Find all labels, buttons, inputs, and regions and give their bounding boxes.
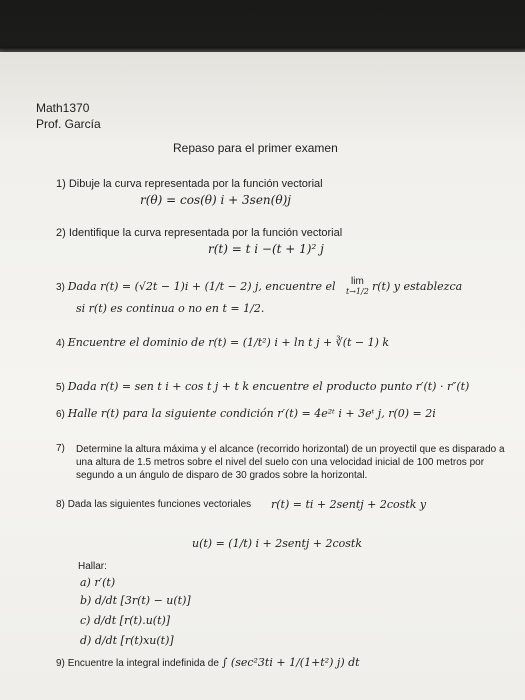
course-code: Math1370 (36, 101, 90, 115)
problem-text: Dibuje la curva representada por la función vectorial (68, 178, 323, 190)
problem-text: Halle r(t) para la siguiente condición r′(t) = 4e²ᵗ i + 3eᵗ j, r(0) = 2i (67, 407, 436, 420)
problem-1-formula: r(θ) = cos(θ) i + 3sen(θ)j (140, 193, 291, 207)
professor-name: Prof. García (36, 117, 101, 131)
problem-8 (56, 499, 251, 510)
problem-text: Dada r(t) = sen t i + cos t j + t k encuentre el producto punto r′(t) · r″(t) (67, 380, 470, 393)
problem-6 (56, 407, 436, 420)
problem-3-line-1b: r(t) y establezca (372, 280, 463, 293)
problem-number: 9) (56, 658, 65, 669)
problem-9 (56, 656, 360, 669)
problem-8-formula-2: u(t) = (1/t) i + 2sentj + 2costk (192, 537, 363, 550)
problem-number: 6) (56, 409, 65, 420)
problem-8-part-a: a) r′(t) (80, 576, 116, 589)
limit-operator (346, 276, 369, 296)
problem-text: Encuentre el dominio de r(t) = (1/t²) i + ln t j + ∛(t − 1) k (67, 336, 390, 349)
problem-2-formula: r(t) = t i −(t + 1)² j (208, 242, 324, 256)
problem-9-formula: ∫ (sec²3ti + 1/(1+t²) j) dt (221, 656, 360, 669)
problem-1 (56, 178, 323, 190)
problem-5 (56, 380, 469, 393)
problem-number: 4) (56, 338, 65, 349)
limit-subscript: t→1/2 (346, 287, 369, 296)
problem-number: 1) (56, 178, 66, 190)
problem-8-hallar: Hallar: (78, 561, 107, 572)
page-title: Repaso para el primer examen (173, 141, 338, 155)
problem-text: Encuentre la integral indefinida de (67, 658, 219, 669)
problem-text: Dada r(t) = (√2t − 1)i + (1/t − 2) j, encuentre el (67, 280, 336, 293)
problem-number: 2) (56, 227, 66, 239)
problem-4 (56, 336, 389, 349)
problem-8-formula-1: r(t) = ti + 2sentj + 2costk y (271, 498, 427, 511)
problem-3-line-1 (56, 280, 336, 293)
limit-label: lim (351, 276, 364, 287)
problem-number: 8) (56, 499, 65, 510)
problem-7-text: Determine la altura máxima y el alcance (recorrido horizontal) de un proyectil que es disparado a una altura de 1.5 metros sobre el nivel del suelo con una velocidad inicial de 100 metros por segundo a un ángulo de disparo de 30 grados sobre la horizontal. (76, 444, 505, 481)
problem-8-part-c: c) d/dt [r(t).u(t)] (80, 614, 171, 627)
problem-number: 3) (56, 282, 65, 293)
problem-8-part-d: d) d/dt [r(t)xu(t)] (80, 634, 174, 647)
problem-text: Identifique la curva representada por la función vectorial (68, 227, 343, 239)
problem-text: Dada las siguientes funciones vectoriales (67, 499, 252, 510)
problem-2 (56, 227, 342, 239)
problem-3-line-2: si r(t) es continua o no en t = 1/2. (76, 302, 265, 315)
problem-number: 5) (56, 382, 65, 393)
problem-7-number: 7) (56, 443, 65, 454)
problem-8-part-b: b) d/dt [3r(t) − u(t)] (80, 594, 191, 607)
